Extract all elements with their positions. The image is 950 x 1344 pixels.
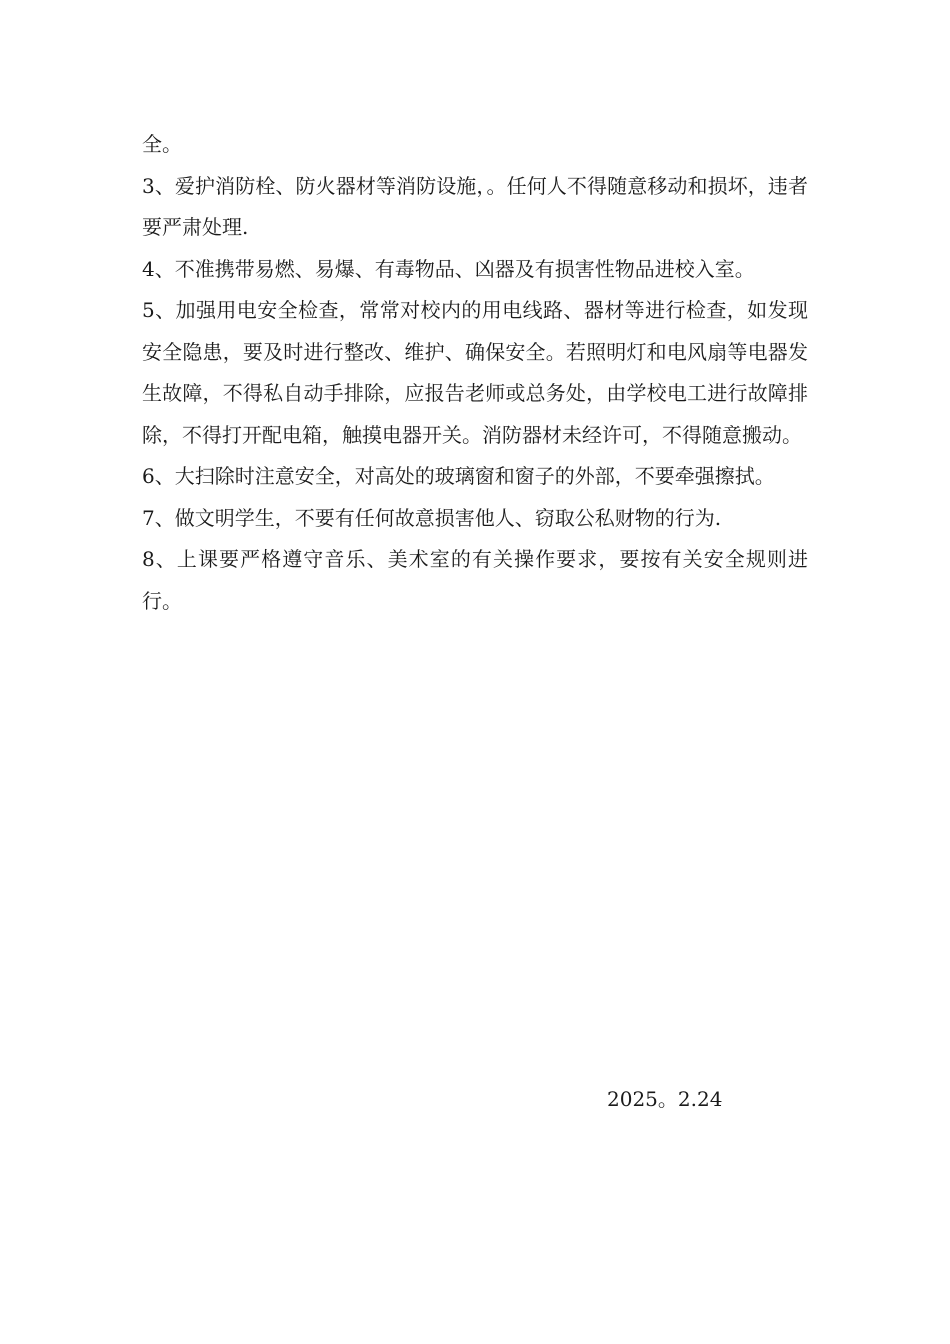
paragraph-rule-5: 5、加强用电安全检查，常常对校内的用电线路、器材等进行检查，如发现安全隐患，要及时进行整改、维护、确保安全。若照明灯和电风扇等电器发生故障，不得私自动手排除，应报告老师或总务处，由学校电工进行故障排除，不得打开配电箱，触摸电器开关。消防器材未经许可，不得随意搬动。: [142, 298, 808, 447]
paragraph-rule-4: 4、不准携带易燃、易爆、有毒物品、凶器及有损害性物品进校入室。: [142, 256, 755, 281]
document-body: [142, 124, 808, 622]
paragraph-rule-6: 6、大扫除时注意安全，对高处的玻璃窗和窗子的外部，不要牵强擦拭。: [142, 464, 775, 488]
paragraph-rule-8: 8、上课要严格遵守音乐、美术室的有关操作要求，要按有关安全规则进行。: [142, 547, 808, 613]
document-date: 2025。2.24: [607, 1087, 723, 1111]
paragraph-rule-3: 3、爱护消防栓、防火器材等消防设施，。任何人不得随意移动和损坏，违者要严肃处理.: [142, 173, 808, 239]
paragraph-rule-7: 7、做文明学生，不要有任何故意损害他人、窃取公私财物的行为.: [142, 505, 722, 530]
paragraph-continuation: 全。: [142, 132, 182, 156]
